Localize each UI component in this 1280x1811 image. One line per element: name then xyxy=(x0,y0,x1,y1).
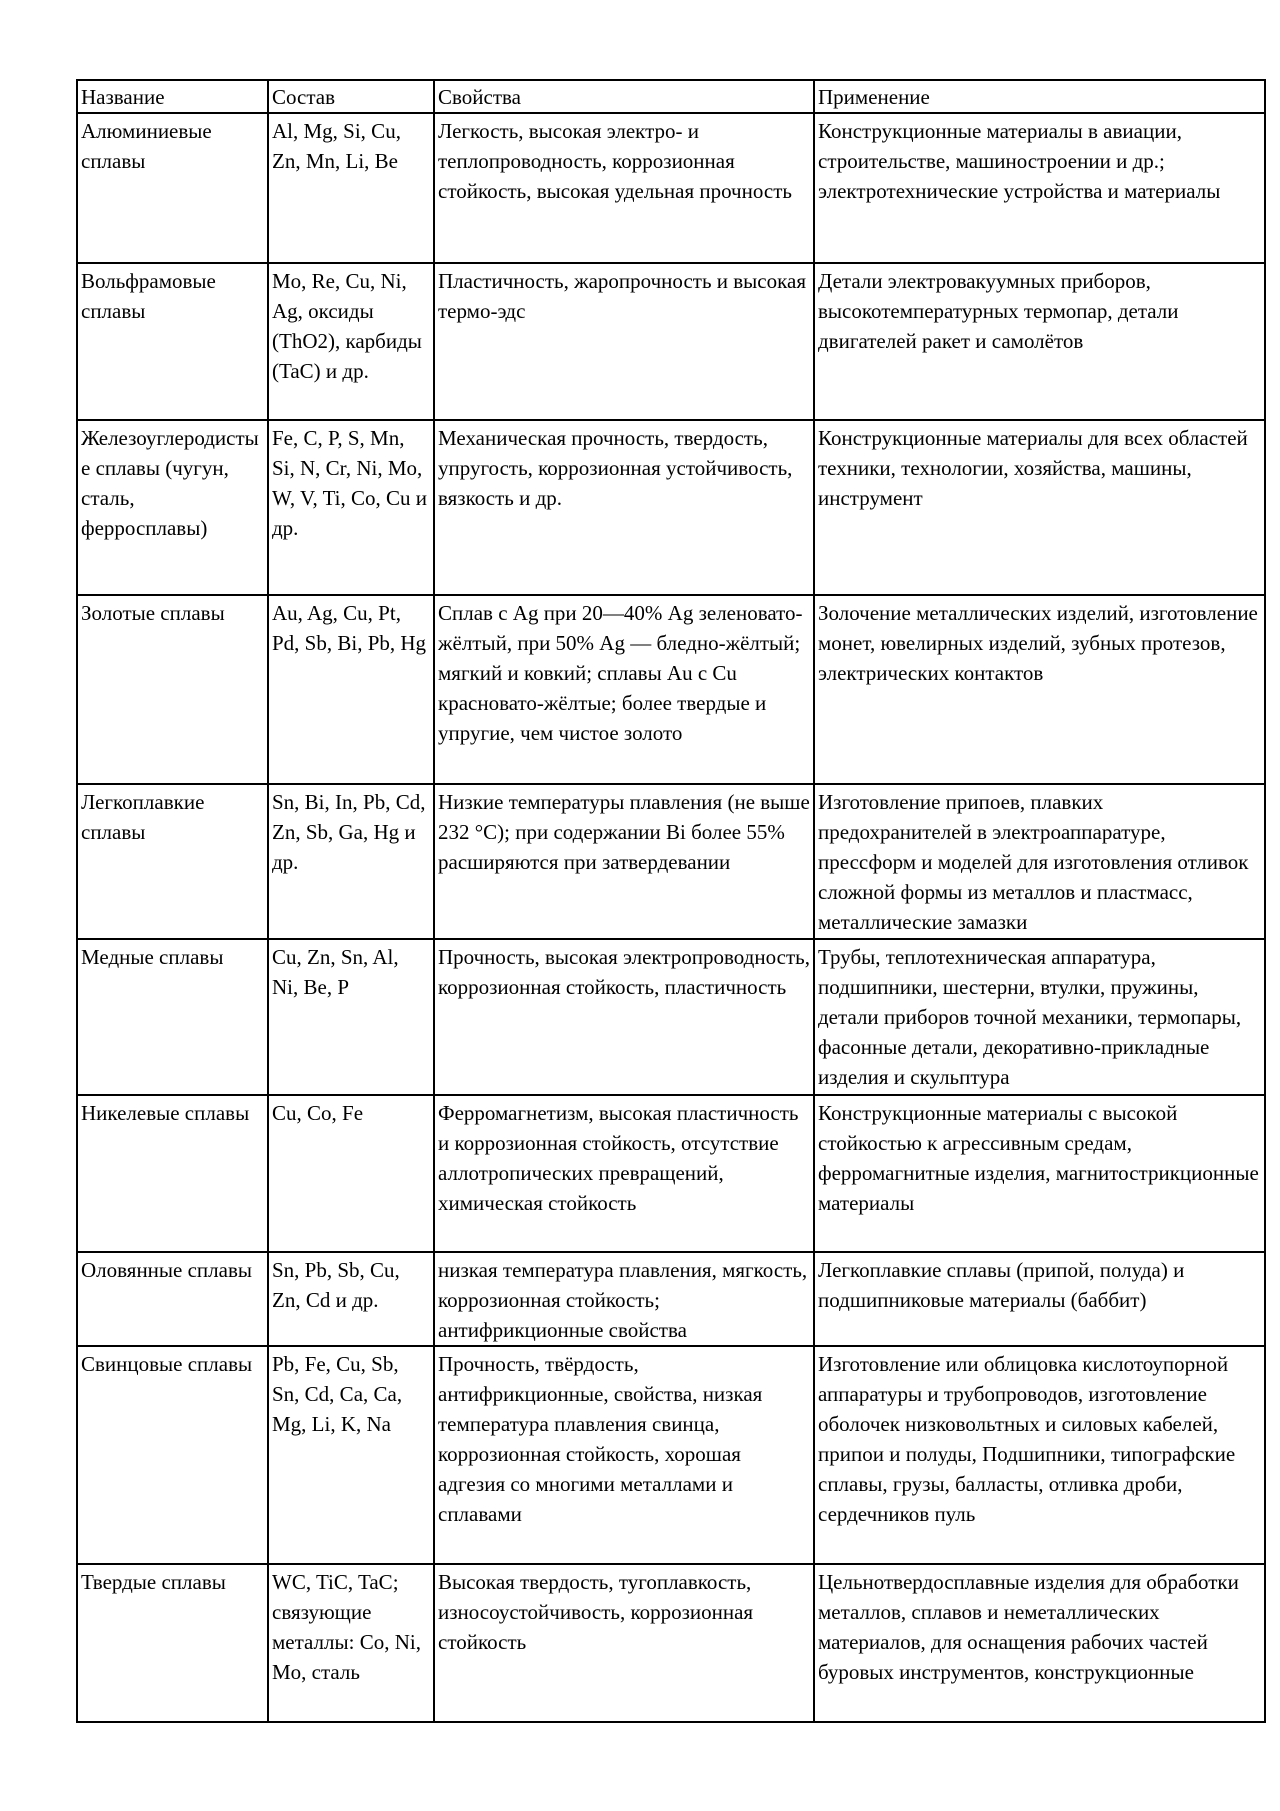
cell-properties: Сплав с Ag при 20—40% Ag зеленовато-жёлтый, при 50% Ag — бледно-жёлтый; мягкий и ковкий; сплавы Au с Cu красновато-жёлтые; более твердые и упругие, чем чистое золото xyxy=(434,595,814,784)
cell-application: Конструкционные материалы с высокой стойкостью к агрессивным средам, ферромагнитные изделия, магнитострикционные материалы xyxy=(814,1095,1265,1252)
cell-composition: Cu, Zn, Sn, Al, Ni, Be, P xyxy=(268,939,434,1095)
cell-application: Изготовление или облицовка кислотоупорной аппаратуры и трубопроводов, изготовление оболочек низковольтных и силовых кабелей, припои и полуды, Подшипники, типографские сплавы, грузы, балласты, отливка дроби, сердечников пуль xyxy=(814,1346,1265,1564)
table-row xyxy=(77,1564,1265,1722)
cell-properties: Пластичность, жаропрочность и высокая термо-эдс xyxy=(434,263,814,420)
cell-name: Твердые сплавы xyxy=(77,1564,268,1722)
cell-properties: Высокая твердость, тугоплавкость, износоустойчивость, коррозионная стойкость xyxy=(434,1564,814,1722)
cell-name: Никелевые сплавы xyxy=(77,1095,268,1252)
table-row xyxy=(77,1252,1265,1346)
table-row xyxy=(77,1346,1265,1564)
table-row xyxy=(77,784,1265,939)
table-row xyxy=(77,1095,1265,1252)
cell-composition: WC, TiC, TaC; связующие металлы: Co, Ni, Mo, сталь xyxy=(268,1564,434,1722)
cell-name: Алюминиевые сплавы xyxy=(77,113,268,263)
cell-application: Цельнотвердосплавные изделия для обработки металлов, сплавов и неметаллических материалов, для оснащения рабочих частей буровых инструментов, конструкционные xyxy=(814,1564,1265,1722)
table-row xyxy=(77,939,1265,1095)
cell-composition: Al, Mg, Si, Cu, Zn, Mn, Li, Be xyxy=(268,113,434,263)
cell-application: Трубы, теплотехническая аппаратура, подшипники, шестерни, втулки, пружины, детали приборов точной механики, термопары, фасонные детали, декоративно-прикладные изделия и скульптура xyxy=(814,939,1265,1095)
cell-properties: Механическая прочность, твердость, упругость, коррозионная устойчивость, вязкость и др. xyxy=(434,420,814,595)
cell-composition: Au, Ag, Cu, Pt, Pd, Sb, Bi, Pb, Hg xyxy=(268,595,434,784)
cell-composition: Fe, C, P, S, Mn, Si, N, Cr, Ni, Mo, W, V, Ti, Co, Cu и др. xyxy=(268,420,434,595)
alloys-table xyxy=(76,79,1266,1723)
cell-composition: Sn, Bi, In, Pb, Cd, Zn, Sb, Ga, Hg и др. xyxy=(268,784,434,939)
cell-composition: Sn, Pb, Sb, Cu, Zn, Cd и др. xyxy=(268,1252,434,1346)
cell-properties: низкая температура плавления, мягкость, коррозионная стойкость; антифрикционные свойства xyxy=(434,1252,814,1346)
cell-name: Медные сплавы xyxy=(77,939,268,1095)
cell-composition: Pb, Fe, Cu, Sb, Sn, Cd, Ca, Ca, Mg, Li, K, Na xyxy=(268,1346,434,1564)
cell-application: Золочение металлических изделий, изготовление монет, ювелирных изделий, зубных протезов, электрических контактов xyxy=(814,595,1265,784)
cell-properties: Прочность, твёрдость, антифрикционные, свойства, низкая температура плавления свинца, коррозионная стойкость, хорошая адгезия со многими металлами и сплавами xyxy=(434,1346,814,1564)
cell-name: Оловянные сплавы xyxy=(77,1252,268,1346)
cell-application: Конструкционные материалы для всех областей техники, технологии, хозяйства, машины, инструмент xyxy=(814,420,1265,595)
cell-properties: Низкие температуры плавления (не выше 232 °C); при содержании Bi более 55% расширяются при затвердевании xyxy=(434,784,814,939)
cell-name: Легкоплавкие сплавы xyxy=(77,784,268,939)
cell-properties: Легкость, высокая электро- и теплопроводность, коррозионная стойкость, высокая удельная прочность xyxy=(434,113,814,263)
cell-composition: Mo, Re, Cu, Ni, Ag, оксиды (ThO2), карбиды (TaC) и др. xyxy=(268,263,434,420)
header-name: Название xyxy=(77,80,268,113)
cell-application: Детали электровакуумных приборов, высокотемпературных термопар, детали двигателей ракет и самолётов xyxy=(814,263,1265,420)
header-composition: Состав xyxy=(268,80,434,113)
cell-properties: Ферромагнетизм, высокая пластичность и коррозионная стойкость, отсутствие аллотропических превращений, химическая стойкость xyxy=(434,1095,814,1252)
cell-name: Вольфрамовые сплавы xyxy=(77,263,268,420)
table-header-row xyxy=(77,80,1265,113)
header-properties: Свойства xyxy=(434,80,814,113)
cell-properties: Прочность, высокая электропроводность, коррозионная стойкость, пластичность xyxy=(434,939,814,1095)
table-row xyxy=(77,595,1265,784)
table-row xyxy=(77,113,1265,263)
cell-application: Легкоплавкие сплавы (припой, полуда) и подшипниковые материалы (баббит) xyxy=(814,1252,1265,1346)
cell-application: Конструкционные материалы в авиации, строительстве, машиностроении и др.; электротехнические устройства и материалы xyxy=(814,113,1265,263)
cell-composition: Cu, Co, Fe xyxy=(268,1095,434,1252)
table-row xyxy=(77,263,1265,420)
table-row xyxy=(77,420,1265,595)
cell-name: Свинцовые сплавы xyxy=(77,1346,268,1564)
cell-name: Золотые сплавы xyxy=(77,595,268,784)
cell-application: Изготовление припоев, плавких предохранителей в электроаппаратуре, прессформ и моделей для изготовления отливок сложной формы из металлов и пластмасс, металлические замазки xyxy=(814,784,1265,939)
header-application: Применение xyxy=(814,80,1265,113)
cell-name: Железоуглеродистые сплавы (чугун, сталь, ферросплавы) xyxy=(77,420,268,595)
